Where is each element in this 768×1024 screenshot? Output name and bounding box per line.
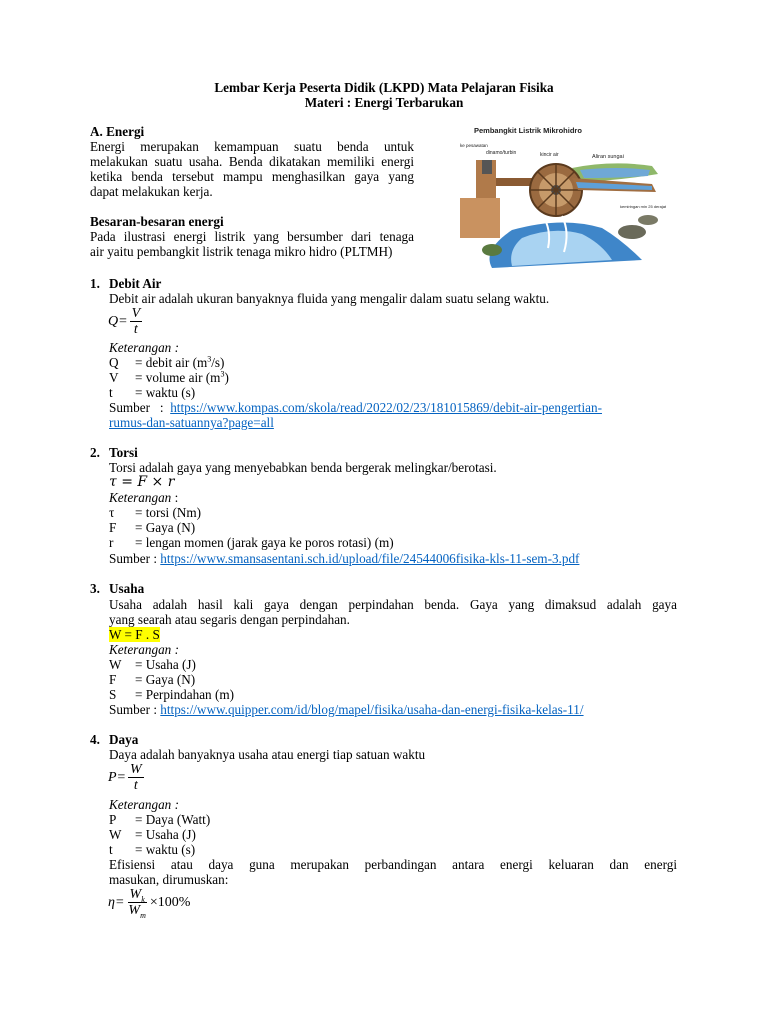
figure-label-river: Aliran sungai xyxy=(592,154,624,160)
section-a-line-4: dapat melakukan kerja. xyxy=(90,184,213,199)
section-4-number: 4. xyxy=(90,732,100,747)
usaha-item-w: W = Usaha (J) xyxy=(109,657,196,672)
usaha-item-s: S = Perpindahan (m) xyxy=(109,687,234,702)
usaha-description-1: Usaha adalah hasil kali gaya dengan perpindahan benda. Gaya yang dimaksud adalah gaya xyxy=(109,597,677,612)
figure-label-slope: kemiringan min 25 derajat xyxy=(620,204,667,209)
usaha-formula: W = F . S xyxy=(109,627,160,642)
debit-item-v: V = volume air $(m^3)$ xyxy=(109,369,229,385)
daya-item-w: W = Usaha (J) xyxy=(109,827,196,842)
debit-item-t: t = waktu (s) xyxy=(109,385,196,400)
debit-formula-denominator: t xyxy=(133,322,138,337)
section-2-number: 2. xyxy=(90,445,100,460)
debit-source-link-1[interactable]: https://www.kompas.com/skola/read/2022/02/23/181015869/debit-air-pengertian- xyxy=(170,400,602,415)
debit-formula xyxy=(108,306,144,337)
section-1-heading: Debit Air xyxy=(109,276,162,291)
efisiensi-line-2: masukan, dirumuskan: xyxy=(109,872,229,887)
debit-item-q: Q = debit air $(m^3/s)$ xyxy=(109,354,225,370)
besaran-line-2: air yaitu pembangkit listrik tenaga mikro hidro (PLTMH) xyxy=(90,244,393,259)
torsi-item-r: r = lengan momen (jarak gaya ke poros rotasi) (m) xyxy=(109,535,394,550)
section-a-heading: A. Energi xyxy=(90,124,145,139)
usaha-keterangan: Keterangan : xyxy=(109,642,179,657)
microhydro-drawing xyxy=(452,120,674,268)
section-3-number: 3. xyxy=(90,581,100,596)
usaha-item-f: F = Gaya (N) xyxy=(109,672,196,687)
debit-formula-lhs: Q= xyxy=(108,314,128,329)
section-a-line-2: melakukan suatu usaha. Benda dikatakan memiliki energi xyxy=(90,154,414,169)
torsi-formula: τ = F × r xyxy=(109,474,175,490)
microhydro-illustration xyxy=(452,120,674,268)
torsi-item-f: F = Gaya (N) xyxy=(109,520,196,535)
figure-label-dynamo: dinamo/turbin xyxy=(486,150,517,156)
usaha-source-link[interactable]: https://www.quipper.com/id/blog/mapel/fisika/usaha-dan-energi-fisika-kelas-11/ xyxy=(160,702,584,717)
efisiensi-formula xyxy=(108,887,190,918)
torsi-description: Torsi adalah gaya yang menyebabkan benda bergerak melingkar/berotasi. xyxy=(109,460,497,475)
daya-keterangan: Keterangan : xyxy=(109,797,179,812)
section-a-line-3: ketika benda tersebut mampu menghasilkan gaya yang xyxy=(90,169,414,184)
usaha-description-2: yang searah atau segaris dengan perpindahan. xyxy=(109,612,350,627)
daya-formula-numerator: W xyxy=(130,762,142,777)
daya-formula-lhs: P= xyxy=(108,770,126,785)
efisiensi-formula-rhs: ×100% xyxy=(149,895,191,910)
section-a-line-1: Energi merupakan kemampuan suatu benda untuk xyxy=(90,139,414,154)
section-4-heading: Daya xyxy=(109,732,139,747)
besaran-line-1: Pada ilustrasi energi listrik yang bersumber dari tenaga xyxy=(90,229,414,244)
debit-formula-numerator: V xyxy=(131,306,141,321)
efisiensi-line-1: Efisiensi atau daya guna merupakan perbandingan antara energi keluaran dan energi xyxy=(109,857,677,872)
torsi-source-link[interactable]: https://www.smansasentani.sch.id/upload/file/24544006fisika-kls-11-sem-3.pdf xyxy=(160,551,580,566)
usaha-source: Sumber : https://www.quipper.com/id/blog/mapel/fisika/usaha-dan-energi-fisika-kelas-11/ xyxy=(109,702,584,717)
title-line-1: Lembar Kerja Peserta Didik (LKPD) Mata Pelajaran Fisika xyxy=(214,80,554,95)
efisiensi-formula-lhs: η= xyxy=(108,895,125,910)
debit-keterangan: Keterangan : xyxy=(109,340,179,355)
section-1-number: 1. xyxy=(90,276,100,291)
figure-label-generator: ke pesawatan xyxy=(460,143,488,148)
torsi-keterangan: Keterangan : xyxy=(109,490,179,505)
figure-label-wheel: kincir air xyxy=(540,152,559,158)
title-line-2: Materi : Energi Terbarukan xyxy=(304,95,464,110)
daya-formula-denominator: t xyxy=(133,778,138,793)
besaran-heading: Besaran-besaran energi xyxy=(90,214,224,229)
daya-formula xyxy=(108,762,146,793)
debit-description: Debit air adalah ukuran banyaknya fluida yang mengalir dalam suatu selang waktu. xyxy=(109,291,550,306)
section-2-heading: Torsi xyxy=(109,445,138,460)
debit-source-link-2[interactable]: rumus-dan-satuannya?page=all xyxy=(109,415,274,430)
figure-title: Pembangkit Listrik Mikrohidro xyxy=(474,126,582,135)
torsi-source: Sumber : https://www.smansasentani.sch.id/upload/file/24544006fisika-kls-11-sem-3.pdf xyxy=(109,551,580,566)
daya-item-t: t = waktu (s) xyxy=(109,842,196,857)
debit-source: Sumber : https://www.kompas.com/skola/read/2022/02/23/181015869/debit-air-pengertian- xyxy=(109,400,602,415)
efisiensi-formula-denominator: $W_m$ xyxy=(128,903,146,920)
daya-description: Daya adalah banyaknya usaha atau energi tiap satuan waktu xyxy=(109,747,426,762)
debit-source-cont xyxy=(109,415,274,430)
daya-item-p: P = Daya (Watt) xyxy=(109,812,211,827)
efisiensi-formula-numerator: $W_k$ xyxy=(129,887,145,904)
torsi-item-tau: τ = torsi (Nm) xyxy=(109,505,202,520)
section-3-heading: Usaha xyxy=(109,581,145,596)
